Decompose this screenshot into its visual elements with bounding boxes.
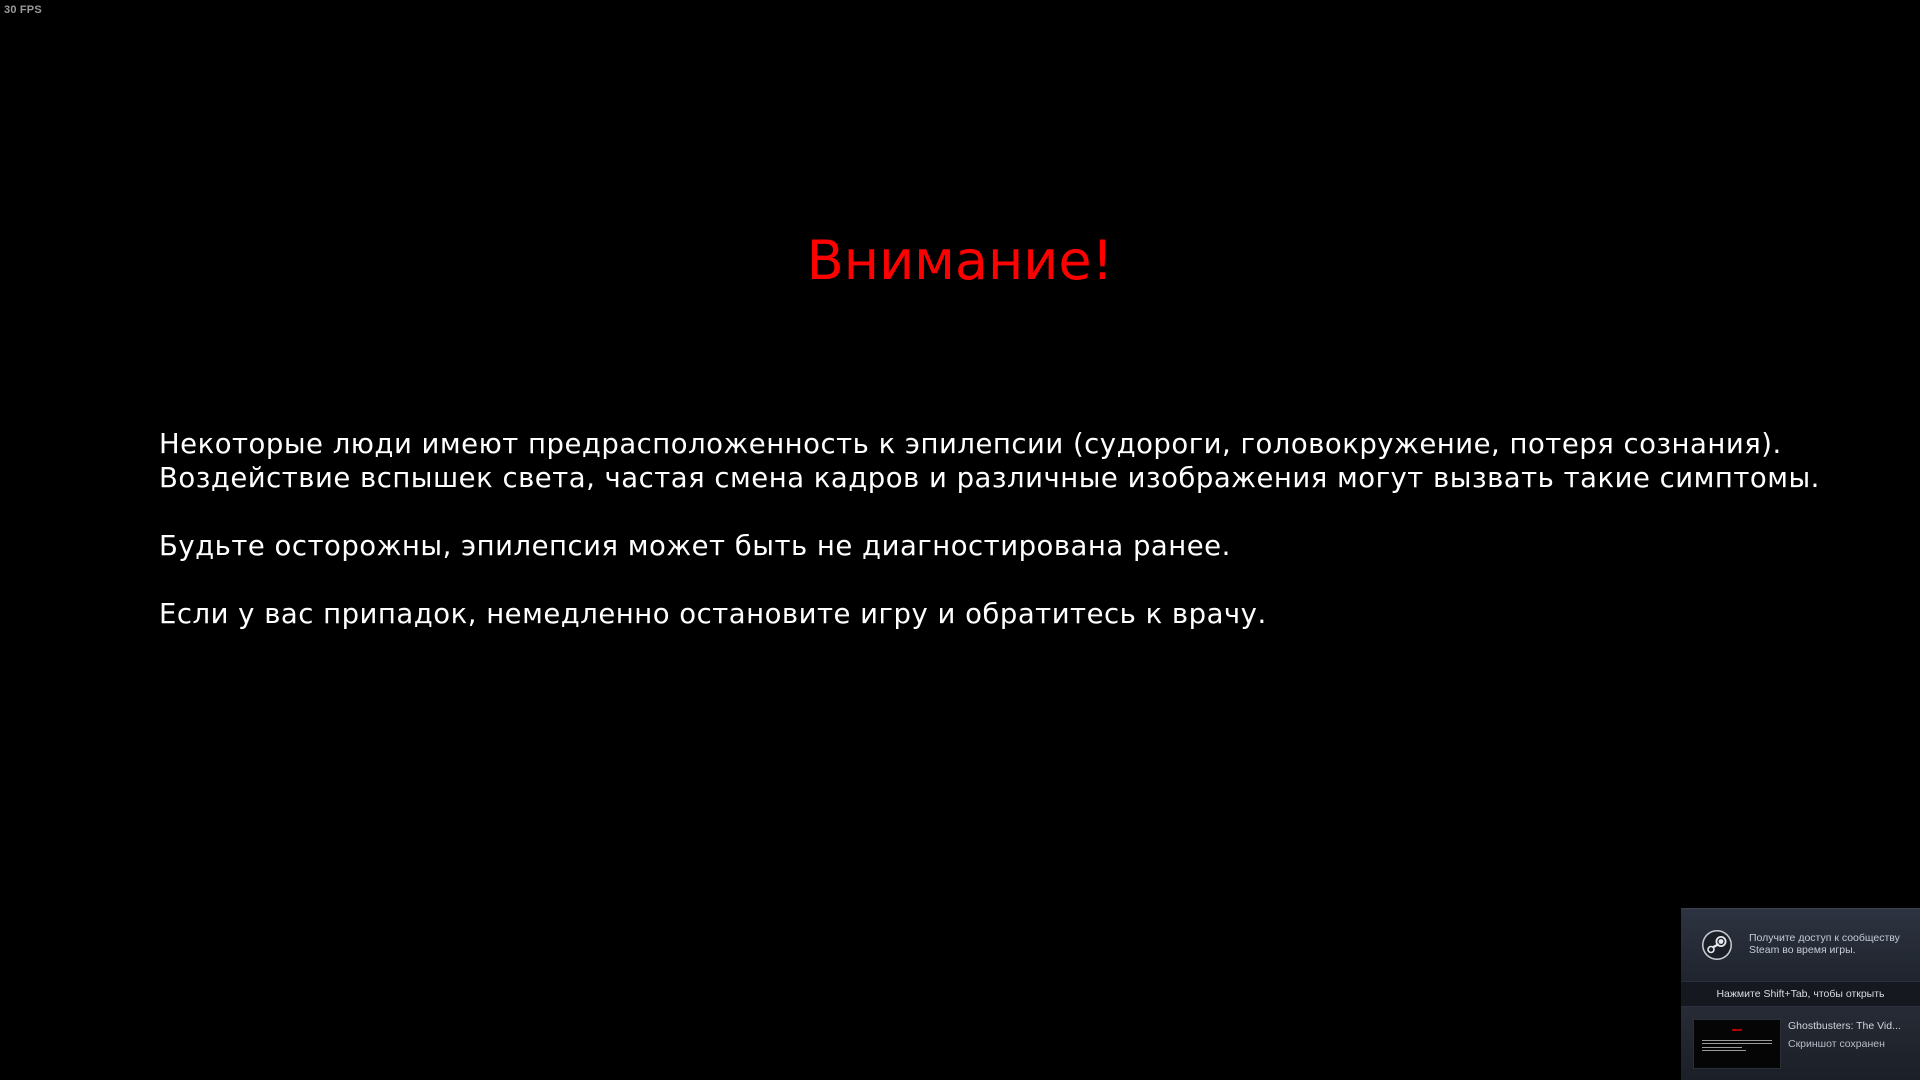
warning-line: Воздействие вспышек света, частая смена кадров и различные изображения могут вызвать такие симптомы. bbox=[159, 462, 1820, 494]
screenshot-thumbnail bbox=[1693, 1019, 1781, 1069]
screenshot-status: Скриншот сохранен bbox=[1788, 1038, 1885, 1050]
steam-community-notice[interactable] bbox=[1681, 908, 1920, 982]
warning-line: Некоторые люди имеют предрасположенность к эпилепсии (судороги, головокружение, потеря сознания). bbox=[159, 428, 1782, 460]
warning-paragraph bbox=[159, 597, 1879, 631]
screenshot-saved-toast[interactable] bbox=[1681, 1007, 1920, 1080]
steam-overlay-hint[interactable]: Нажмите Shift+Tab, чтобы открыть bbox=[1681, 981, 1920, 1007]
steam-logo-icon bbox=[1701, 929, 1733, 961]
warning-paragraph bbox=[159, 427, 1879, 495]
warning-text bbox=[159, 427, 1879, 665]
steam-overlay-notification bbox=[1681, 908, 1920, 1080]
warning-line: Будьте осторожны, эпилепсия может быть не диагностирована ранее. bbox=[159, 530, 1231, 562]
warning-line: Если у вас припадок, немедленно остановите игру и обратитесь к врачу. bbox=[159, 598, 1267, 630]
warning-title: Внимание! bbox=[806, 229, 1114, 292]
steam-community-message: Получите доступ к сообществу Steam во время игры. bbox=[1749, 932, 1900, 956]
fps-counter: 30 FPS bbox=[4, 4, 42, 16]
screenshot-game-title: Ghostbusters: The Vid... bbox=[1788, 1020, 1901, 1032]
warning-paragraph bbox=[159, 529, 1879, 563]
